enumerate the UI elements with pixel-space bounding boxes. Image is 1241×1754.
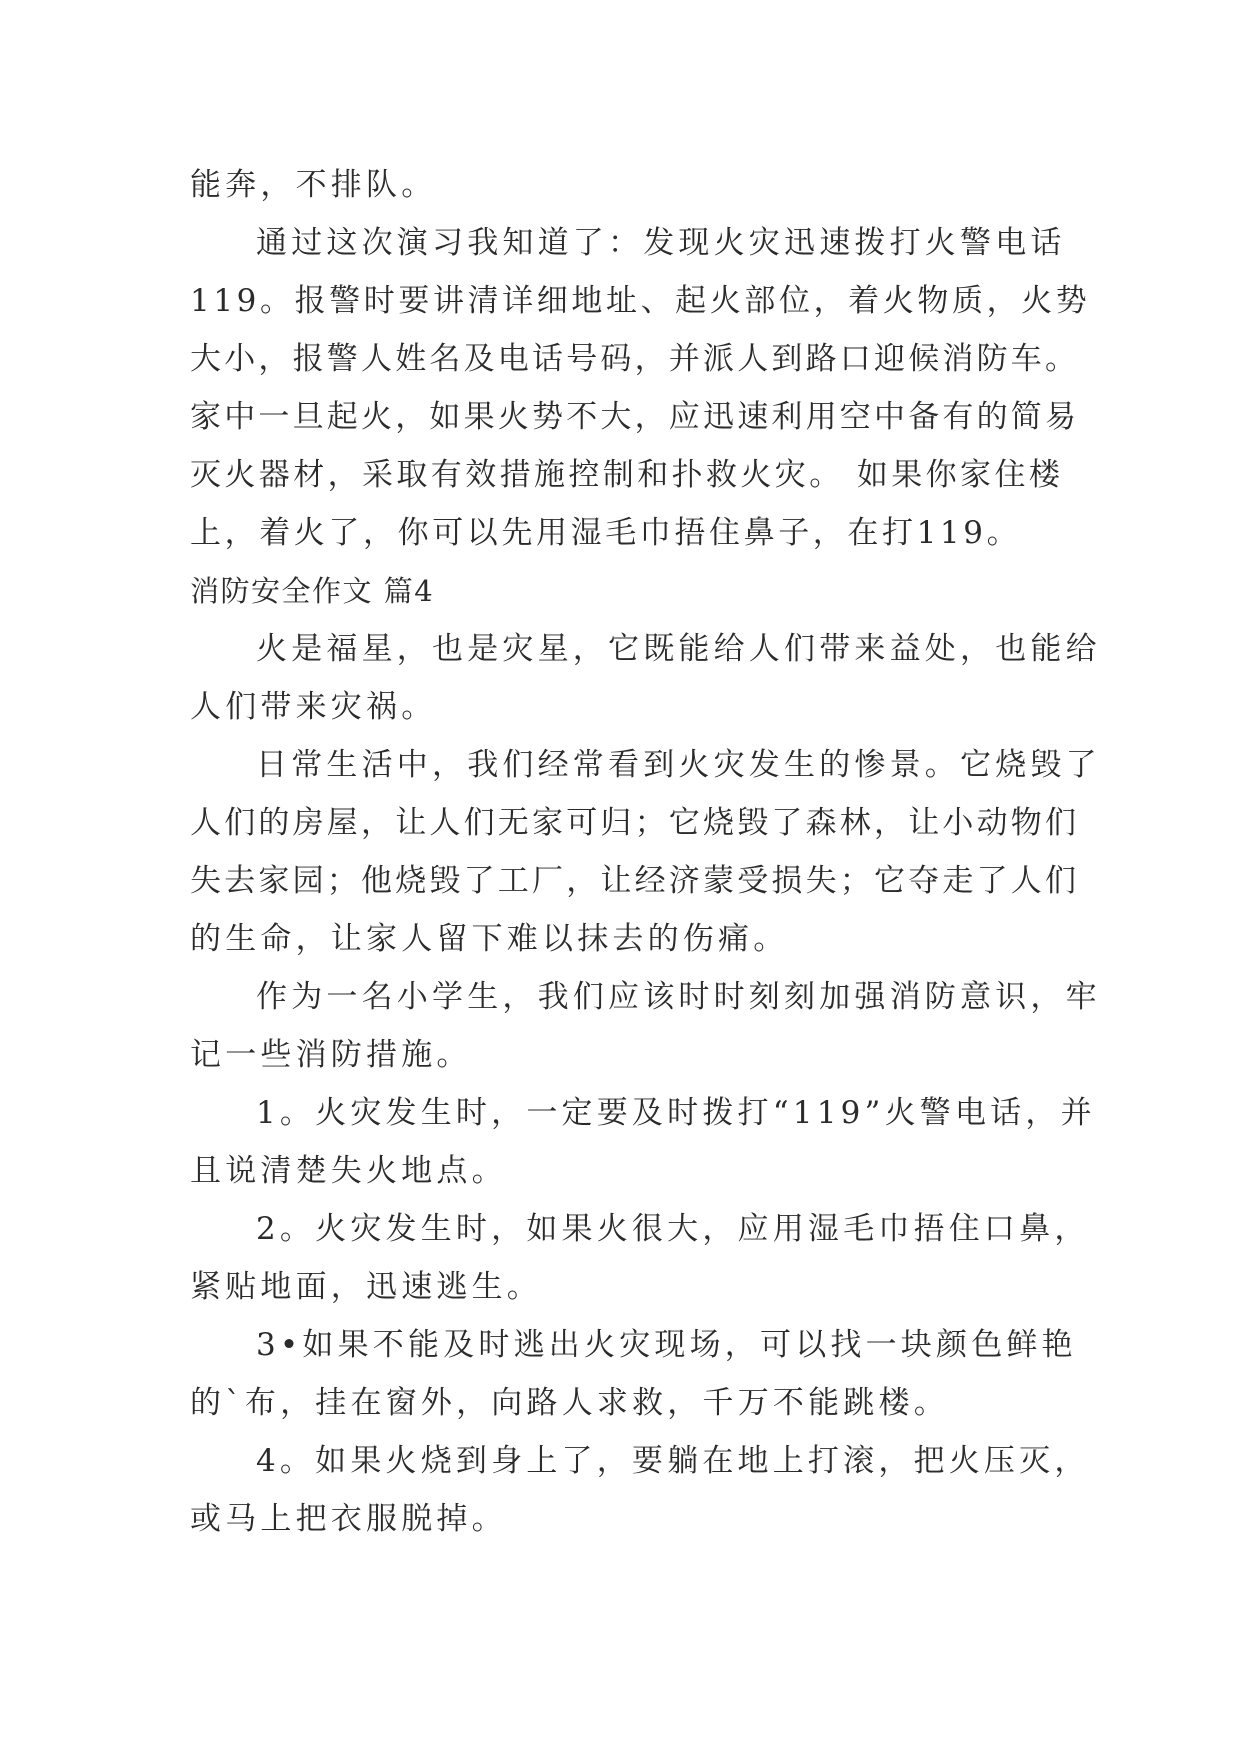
text-line: 的生命，让家人留下难以抹去的伤痛。 [190,921,789,957]
text-line: 上，着火了，你可以先用湿毛巾捂住鼻子，在打119。 [190,515,1022,551]
text-line: 记一些消防措施。 [190,1037,472,1073]
text-line: 失去家园；他烧毁了工厂，让经济蒙受损失；它夺走了人们 [190,863,1080,899]
text-line: 的`布，挂在窗外，向路人求救，千万不能跳楼。 [190,1385,949,1421]
text-line: 火是福星，也是灾星，它既能给人们带来益处，也能给 [256,631,1101,667]
text-line: 人们带来灾祸。 [190,689,437,725]
text-line: 119。报警时要讲清详细地址、起火部位，着火物质，火势 [190,283,1091,319]
text-line: 3•如果不能及时逃出火灾现场，可以找一块颜色鲜艳 [256,1327,1077,1363]
section-heading: 消防安全作文 篇4 [190,574,435,608]
text-line: 作为一名小学生，我们应该时时刻刻加强消防意识，牢 [256,979,1101,1015]
text-line: 2。火灾发生时，如果火很大，应用湿毛巾捂住口鼻， [256,1211,1090,1247]
text-line: 日常生活中，我们经常看到火灾发生的惨景。它烧毁了 [256,747,1101,783]
text-line: 紧贴地面，迅速逃生。 [190,1269,542,1305]
text-line: 能奔，不排队。 [190,167,437,203]
text-line: 人们的房屋，让人们无家可归；它烧毁了森林，让小动物们 [190,805,1080,841]
text-line: 通过这次演习我知道了：发现火灾迅速拨打火警电话 [256,225,1066,261]
text-line: 1。火灾发生时，一定要及时拨打“119”火警电话，并 [256,1095,1096,1131]
text-line: 或马上把衣服脱掉。 [190,1501,507,1537]
text-line: 家中一旦起火，如果火势不大，应迅速利用空中备有的简易 [190,399,1080,435]
text-line: 大小，报警人姓名及电话号码，并派人到路口迎候消防车。 [190,341,1080,377]
text-line: 灭火器材，采取有效措施控制和扑救火灾。 如果你家住楼 [190,457,1064,493]
text-line: 4。如果火烧到身上了，要躺在地上打滚，把火压灭， [256,1443,1090,1479]
text-line: 且说清楚失火地点。 [190,1153,507,1189]
